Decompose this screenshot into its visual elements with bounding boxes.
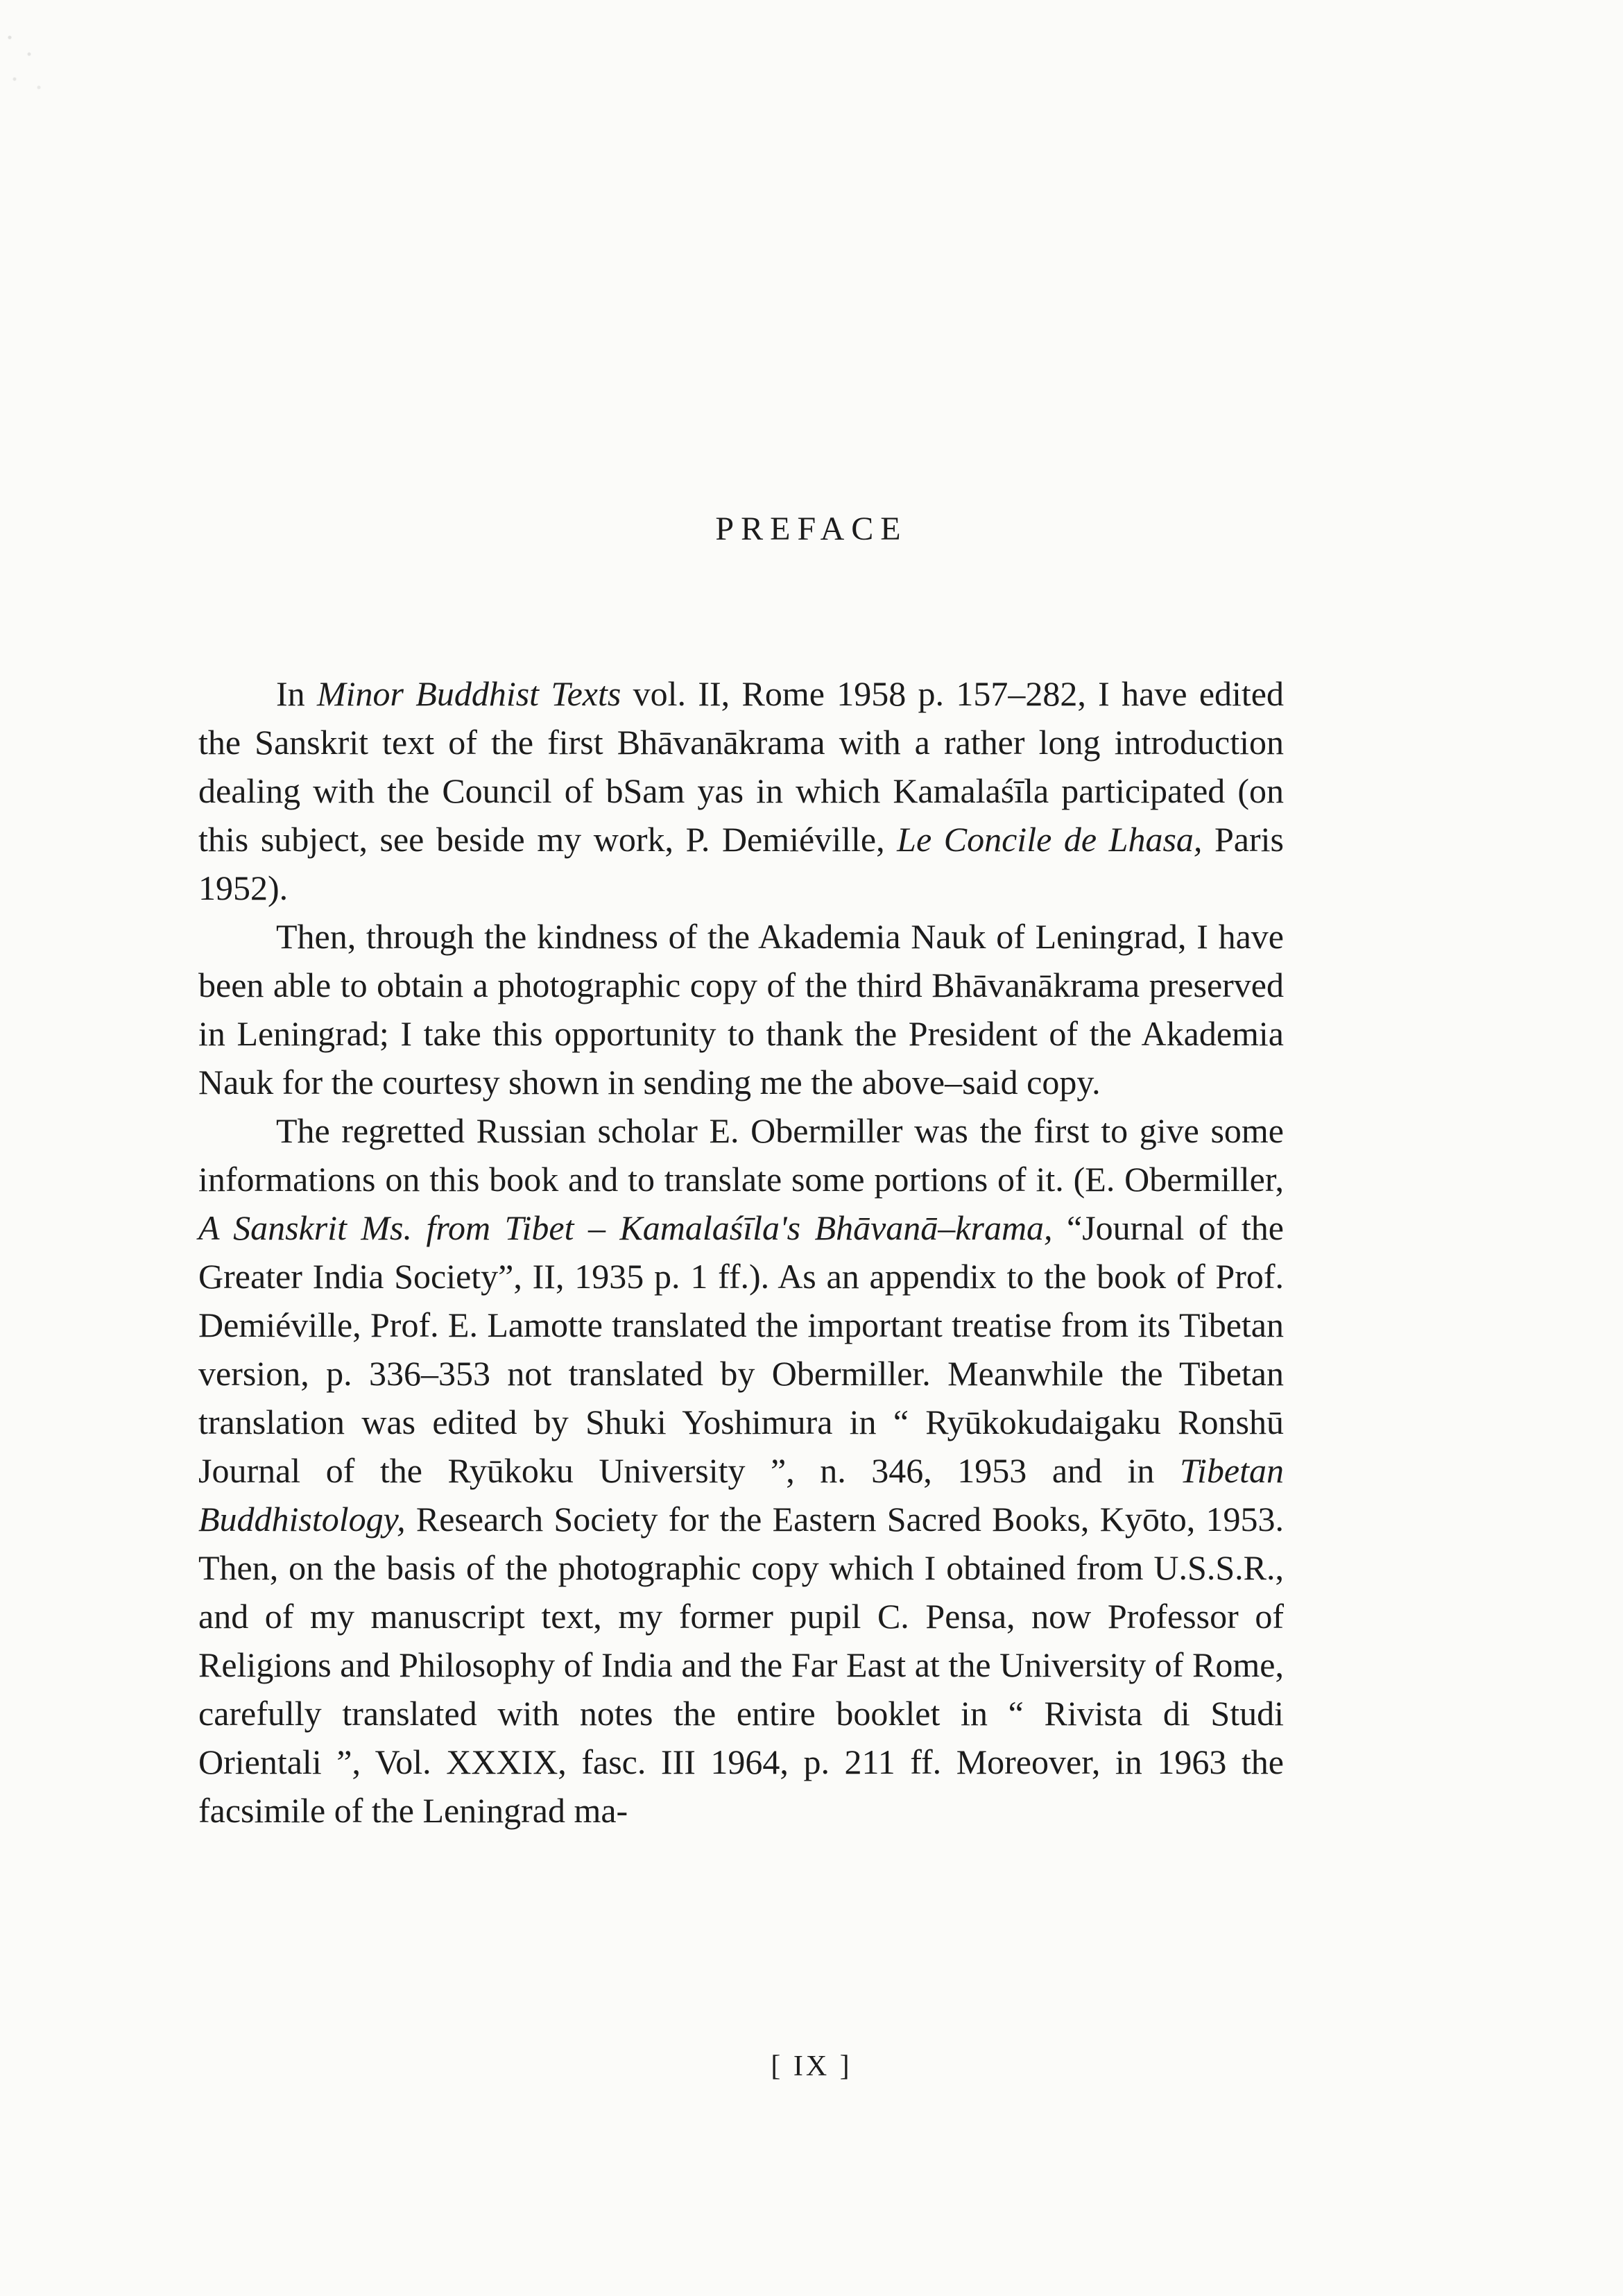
scan-artifact [0, 21, 49, 104]
text-segment: Research Society for the Eastern Sacred Books, Kyōto, 1953. Then, on the basis of the photographic copy which I obtained from U.S.S.R., and of my manuscript text, my former pupil C. Pensa, now Professor of Religions and Philosophy of India and the Far East at the University of Rome, carefully translated with notes the entire booklet in “ Rivista di Studi Orientali ”, Vol. XXXIX, fasc. III 1964, p. 211 ff. Moreover, in 1963 the facsimile of the Leningrad ma- [198, 1500, 1284, 1830]
text-segment: vol. II, Rome 1958 p. 157–282, I have edited the Sanskrit text of the first Bhāvanākrama with a rather long introduction dealing with the Council of bSam yas in which Kamalaśīla participated (on this subject, see beside my work, P. Demiéville, [198, 674, 1284, 859]
text-segment: The regretted Russian scholar E. Obermiller was the first to give some informations on this book and to translate some portions of it. (E. Obermiller, [198, 1111, 1284, 1199]
preface-body [198, 669, 1284, 1835]
text-segment: Paris 1952). [198, 820, 1284, 907]
text-segment: “Journal of the Greater India Society”, II, 1935 p. 1 ff.). As an appendix to the book of Prof. Demiéville, Prof. E. Lamotte translated the important treatise from its Tibetan version, p. 336–353 not translated by Obermiller. Meanwhile the Tibetan translation was edited by Shuki Yoshimura in “ Ryūkokudaigaku Ronshū Journal of the Ryūkoku University ”, n. 346, 1953 and in [198, 1208, 1284, 1490]
text-segment: Then, through the kindness of the Akademia Nauk of Leningrad, I have been able to obtain a photographic copy of the third Bhāvanākrama preserved in Leningrad; I take this opportunity to thank the President of the Akademia Nauk for the courtesy shown in sending me the above–said copy. [198, 917, 1284, 1102]
italic-title-segment: Minor Buddhist Texts [316, 674, 621, 713]
paragraph-2 [198, 912, 1284, 1106]
italic-title-segment: Tibetan Buddhistology, [198, 1451, 1284, 1539]
text-segment: In [276, 674, 317, 713]
italic-title-segment: A Sanskrit Ms. from Tibet – Kamalaśīla's Bhāvanā–krama, [198, 1208, 1053, 1247]
italic-title-segment: Le Concile de Lhasa, [897, 820, 1203, 859]
page-title: PREFACE [715, 511, 908, 547]
paragraph-3 [198, 1106, 1284, 1835]
page-number: [ IX ] [771, 2050, 852, 2082]
paragraph-1 [198, 669, 1284, 912]
